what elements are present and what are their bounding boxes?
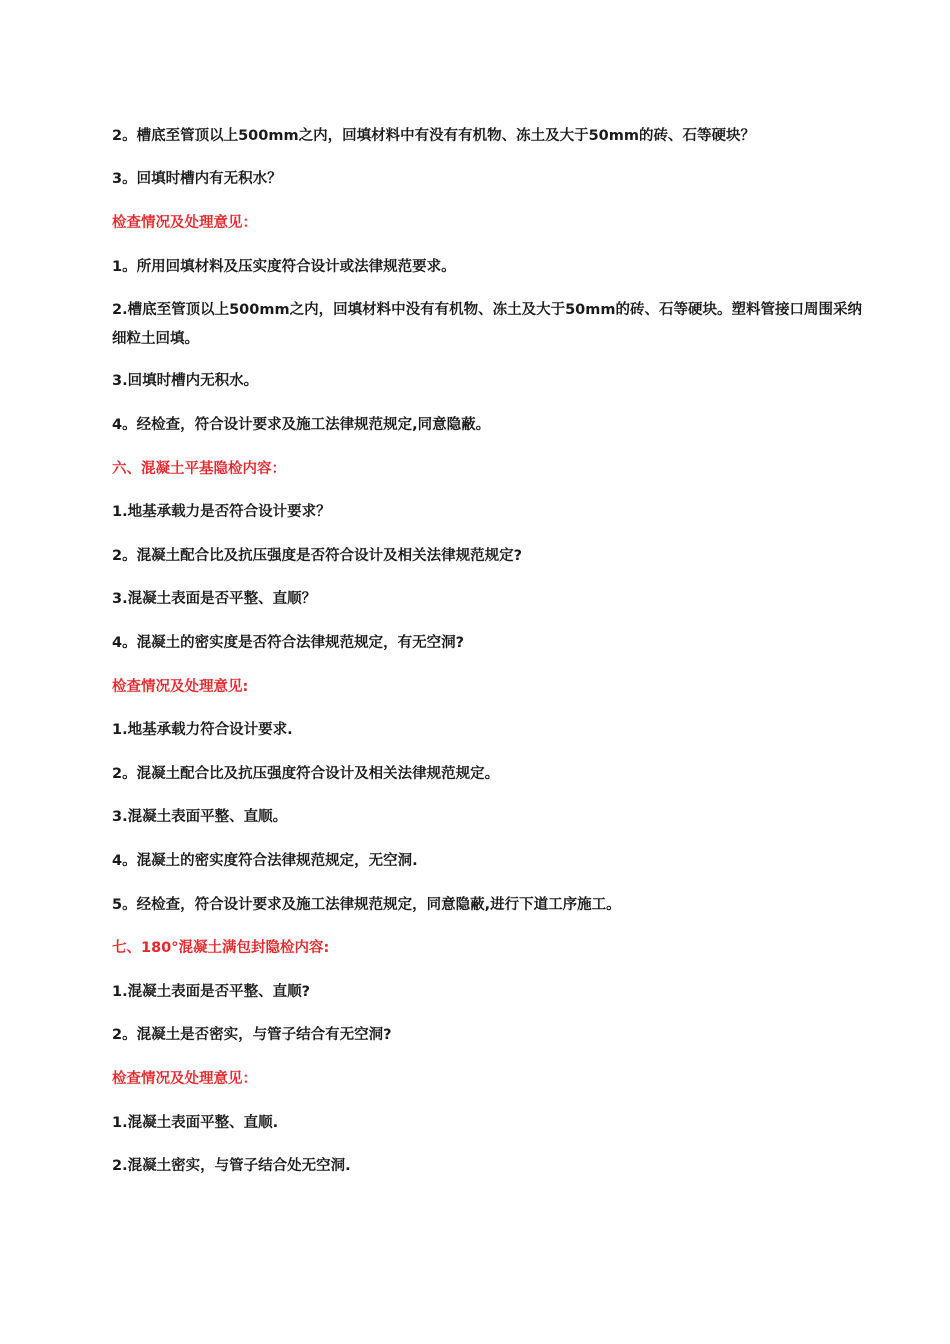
paragraph: 3.回填时槽内无积水。 (112, 373, 259, 389)
paragraph: 2。混凝土是否密实，与管子结合有无空洞? (112, 1027, 392, 1043)
section-heading: 七、180°混凝土满包封隐检内容: (112, 940, 330, 956)
paragraph: 2。混凝土配合比及抗压强度是否符合设计及相关法律规范规定? (112, 548, 522, 564)
section-heading: 检查情况及处理意见： (112, 215, 257, 231)
paragraph: 3.混凝土表面平整、直顺。 (112, 809, 288, 825)
paragraph: 5。经检查，符合设计要求及施工法律规范规定，同意隐蔽,进行下道工序施工。 (112, 897, 621, 913)
section-heading: 检查情况及处理意见： (112, 1071, 257, 1087)
paragraph: 2.槽底至管顶以上500mm之内，回填材料中没有有机物、冻土及大于50mm的砖、石等硬块。塑料管接口周围采纳细粒土回填。 (112, 302, 862, 347)
paragraph: 4。经检查，符合设计要求及施工法律规范规定,同意隐蔽。 (112, 417, 491, 433)
paragraph: 4。混凝土的密实度符合法律规范规定，无空洞. (112, 853, 418, 869)
section-heading: 检查情况及处理意见: (112, 679, 249, 695)
paragraph: 1.地基承载力是否符合设计要求？ (112, 504, 331, 520)
paragraph: 3。回填时槽内有无积水？ (112, 171, 282, 187)
paragraph: 1。所用回填材料及压实度符合设计或法律规范要求。 (112, 259, 456, 275)
paragraph: 2。槽底至管顶以上500mm之内，回填材料中有没有有机物、冻土及大于50mm的砖、石等硬块？ (112, 128, 755, 144)
paragraph: 2.混凝土密实，与管子结合处无空洞. (112, 1158, 351, 1174)
paragraph: 1.混凝土表面是否平整、直顺? (112, 984, 311, 1000)
section-heading: 六、混凝土平基隐检内容： (112, 461, 286, 477)
paragraph: 1.混凝土表面平整、直顺. (112, 1115, 279, 1131)
paragraph: 2。混凝土配合比及抗压强度符合设计及相关法律规范规定。 (112, 766, 500, 782)
paragraph: 3.混凝土表面是否平整、直顺？ (112, 591, 317, 607)
paragraph: 4。混凝土的密实度是否符合法律规范规定，有无空洞? (112, 635, 464, 651)
paragraph: 1.地基承载力符合设计要求. (112, 722, 293, 738)
